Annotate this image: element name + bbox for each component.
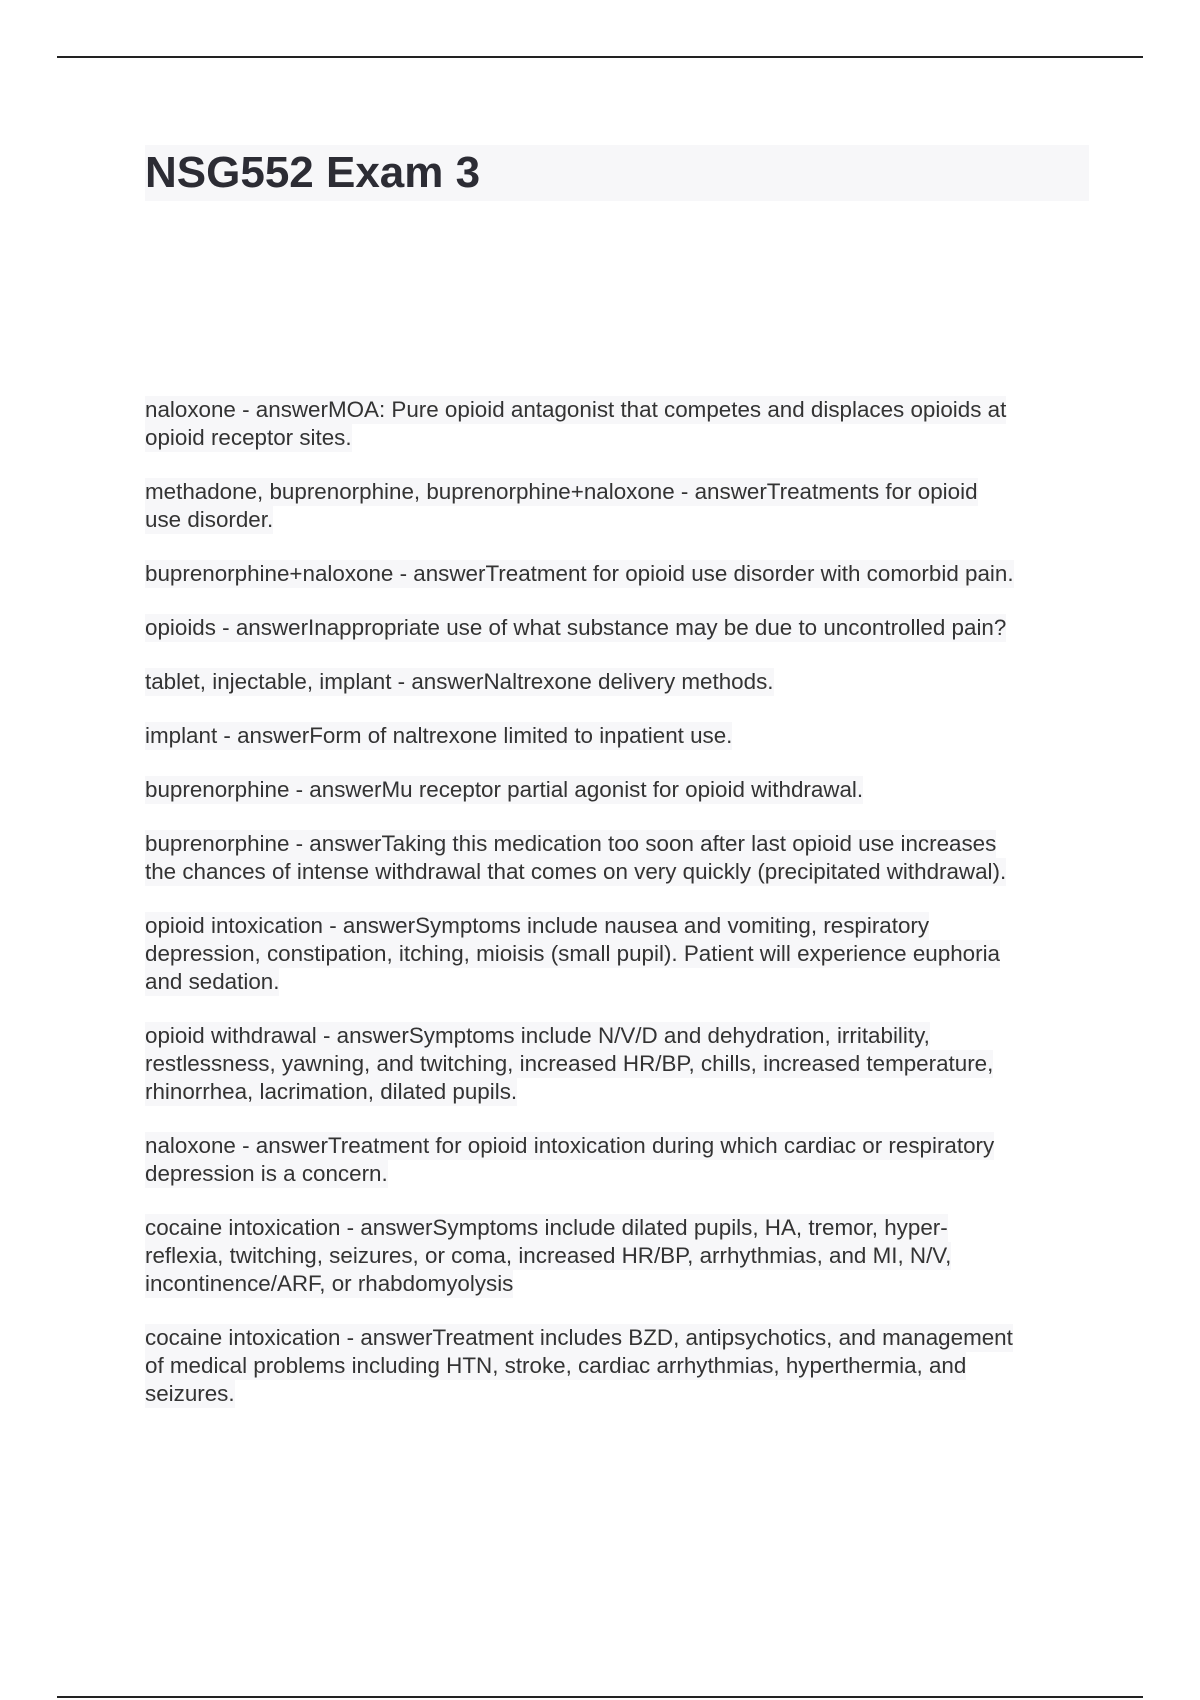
flashcard-entry (145, 1132, 1091, 1188)
flashcard-text-line: tablet, injectable, implant - answerNaltrexone delivery methods. (145, 669, 774, 694)
flashcard-entry (145, 1324, 1091, 1408)
title-block (145, 145, 1089, 201)
flashcard-text-line: opioid intoxication - answerSymptoms include nausea and vomiting, respiratory (145, 913, 930, 938)
flashcard-text-line: methadone, buprenorphine, buprenorphine+naloxone - answerTreatments for opioid (145, 479, 978, 504)
flashcard-text-line: cocaine intoxication - answerSymptoms include dilated pupils, HA, tremor, hyper- (145, 1215, 948, 1240)
flashcard-text-line: reflexia, twitching, seizures, or coma, increased HR/BP, arrhythmias, and MI, N/V, (145, 1243, 952, 1268)
flashcard-text-line: cocaine intoxication - answerTreatment includes BZD, antipsychotics, and management (145, 1325, 1013, 1350)
flashcard-text-line: depression is a concern. (145, 1161, 388, 1186)
document-title: NSG552 Exam 3 (145, 148, 481, 197)
flashcard-entry (145, 912, 1091, 996)
flashcard-entry (145, 1214, 1091, 1298)
flashcard-text-line: restlessness, yawning, and twitching, increased HR/BP, chills, increased temperature, (145, 1051, 994, 1076)
bottom-rule (57, 1696, 1143, 1698)
flashcard-text-line: opioids - answerInappropriate use of what substance may be due to uncontrolled pain? (145, 615, 1007, 640)
flashcard-entry (145, 560, 1091, 588)
flashcard-text-line: buprenorphine - answerMu receptor partial agonist for opioid withdrawal. (145, 777, 864, 802)
top-rule (57, 56, 1143, 58)
flashcard-entry (145, 668, 1091, 696)
flashcard-text-line: and sedation. (145, 969, 280, 994)
flashcard-text-line: the chances of intense withdrawal that comes on very quickly (precipitated withdrawal). (145, 859, 1007, 884)
flashcard-entry (145, 830, 1091, 886)
flashcard-text-line: seizures. (145, 1381, 235, 1406)
flashcard-text-line: rhinorrhea, lacrimation, dilated pupils. (145, 1079, 518, 1104)
flashcard-entry (145, 396, 1091, 452)
flashcard-text-line: implant - answerForm of naltrexone limited to inpatient use. (145, 723, 733, 748)
flashcard-text-line: naloxone - answerTreatment for opioid intoxication during which cardiac or respiratory (145, 1133, 995, 1158)
flashcard-text-line: incontinence/ARF, or rhabdomyolysis (145, 1271, 514, 1296)
flashcard-text-line: buprenorphine+naloxone - answerTreatment for opioid use disorder with comorbid pain. (145, 561, 1014, 586)
flashcard-entry (145, 478, 1091, 534)
flashcard-text-line: naloxone - answerMOA: Pure opioid antagonist that competes and displaces opioids at (145, 397, 1007, 422)
flashcard-text-line: opioid withdrawal - answerSymptoms include N/V/D and dehydration, irritability, (145, 1023, 930, 1048)
flashcard-text-line: depression, constipation, itching, mioisis (small pupil). Patient will experience euphoria (145, 941, 1000, 966)
flashcard-text-line: use disorder. (145, 507, 274, 532)
flashcard-entry (145, 776, 1091, 804)
flashcard-entry (145, 614, 1091, 642)
flashcard-text-line: of medical problems including HTN, stroke, cardiac arrhythmias, hyperthermia, and (145, 1353, 967, 1378)
flashcard-list (145, 396, 1091, 1434)
flashcard-entry (145, 1022, 1091, 1106)
flashcard-text-line: opioid receptor sites. (145, 425, 352, 450)
flashcard-entry (145, 722, 1091, 750)
flashcard-text-line: buprenorphine - answerTaking this medication too soon after last opioid use increases (145, 831, 997, 856)
